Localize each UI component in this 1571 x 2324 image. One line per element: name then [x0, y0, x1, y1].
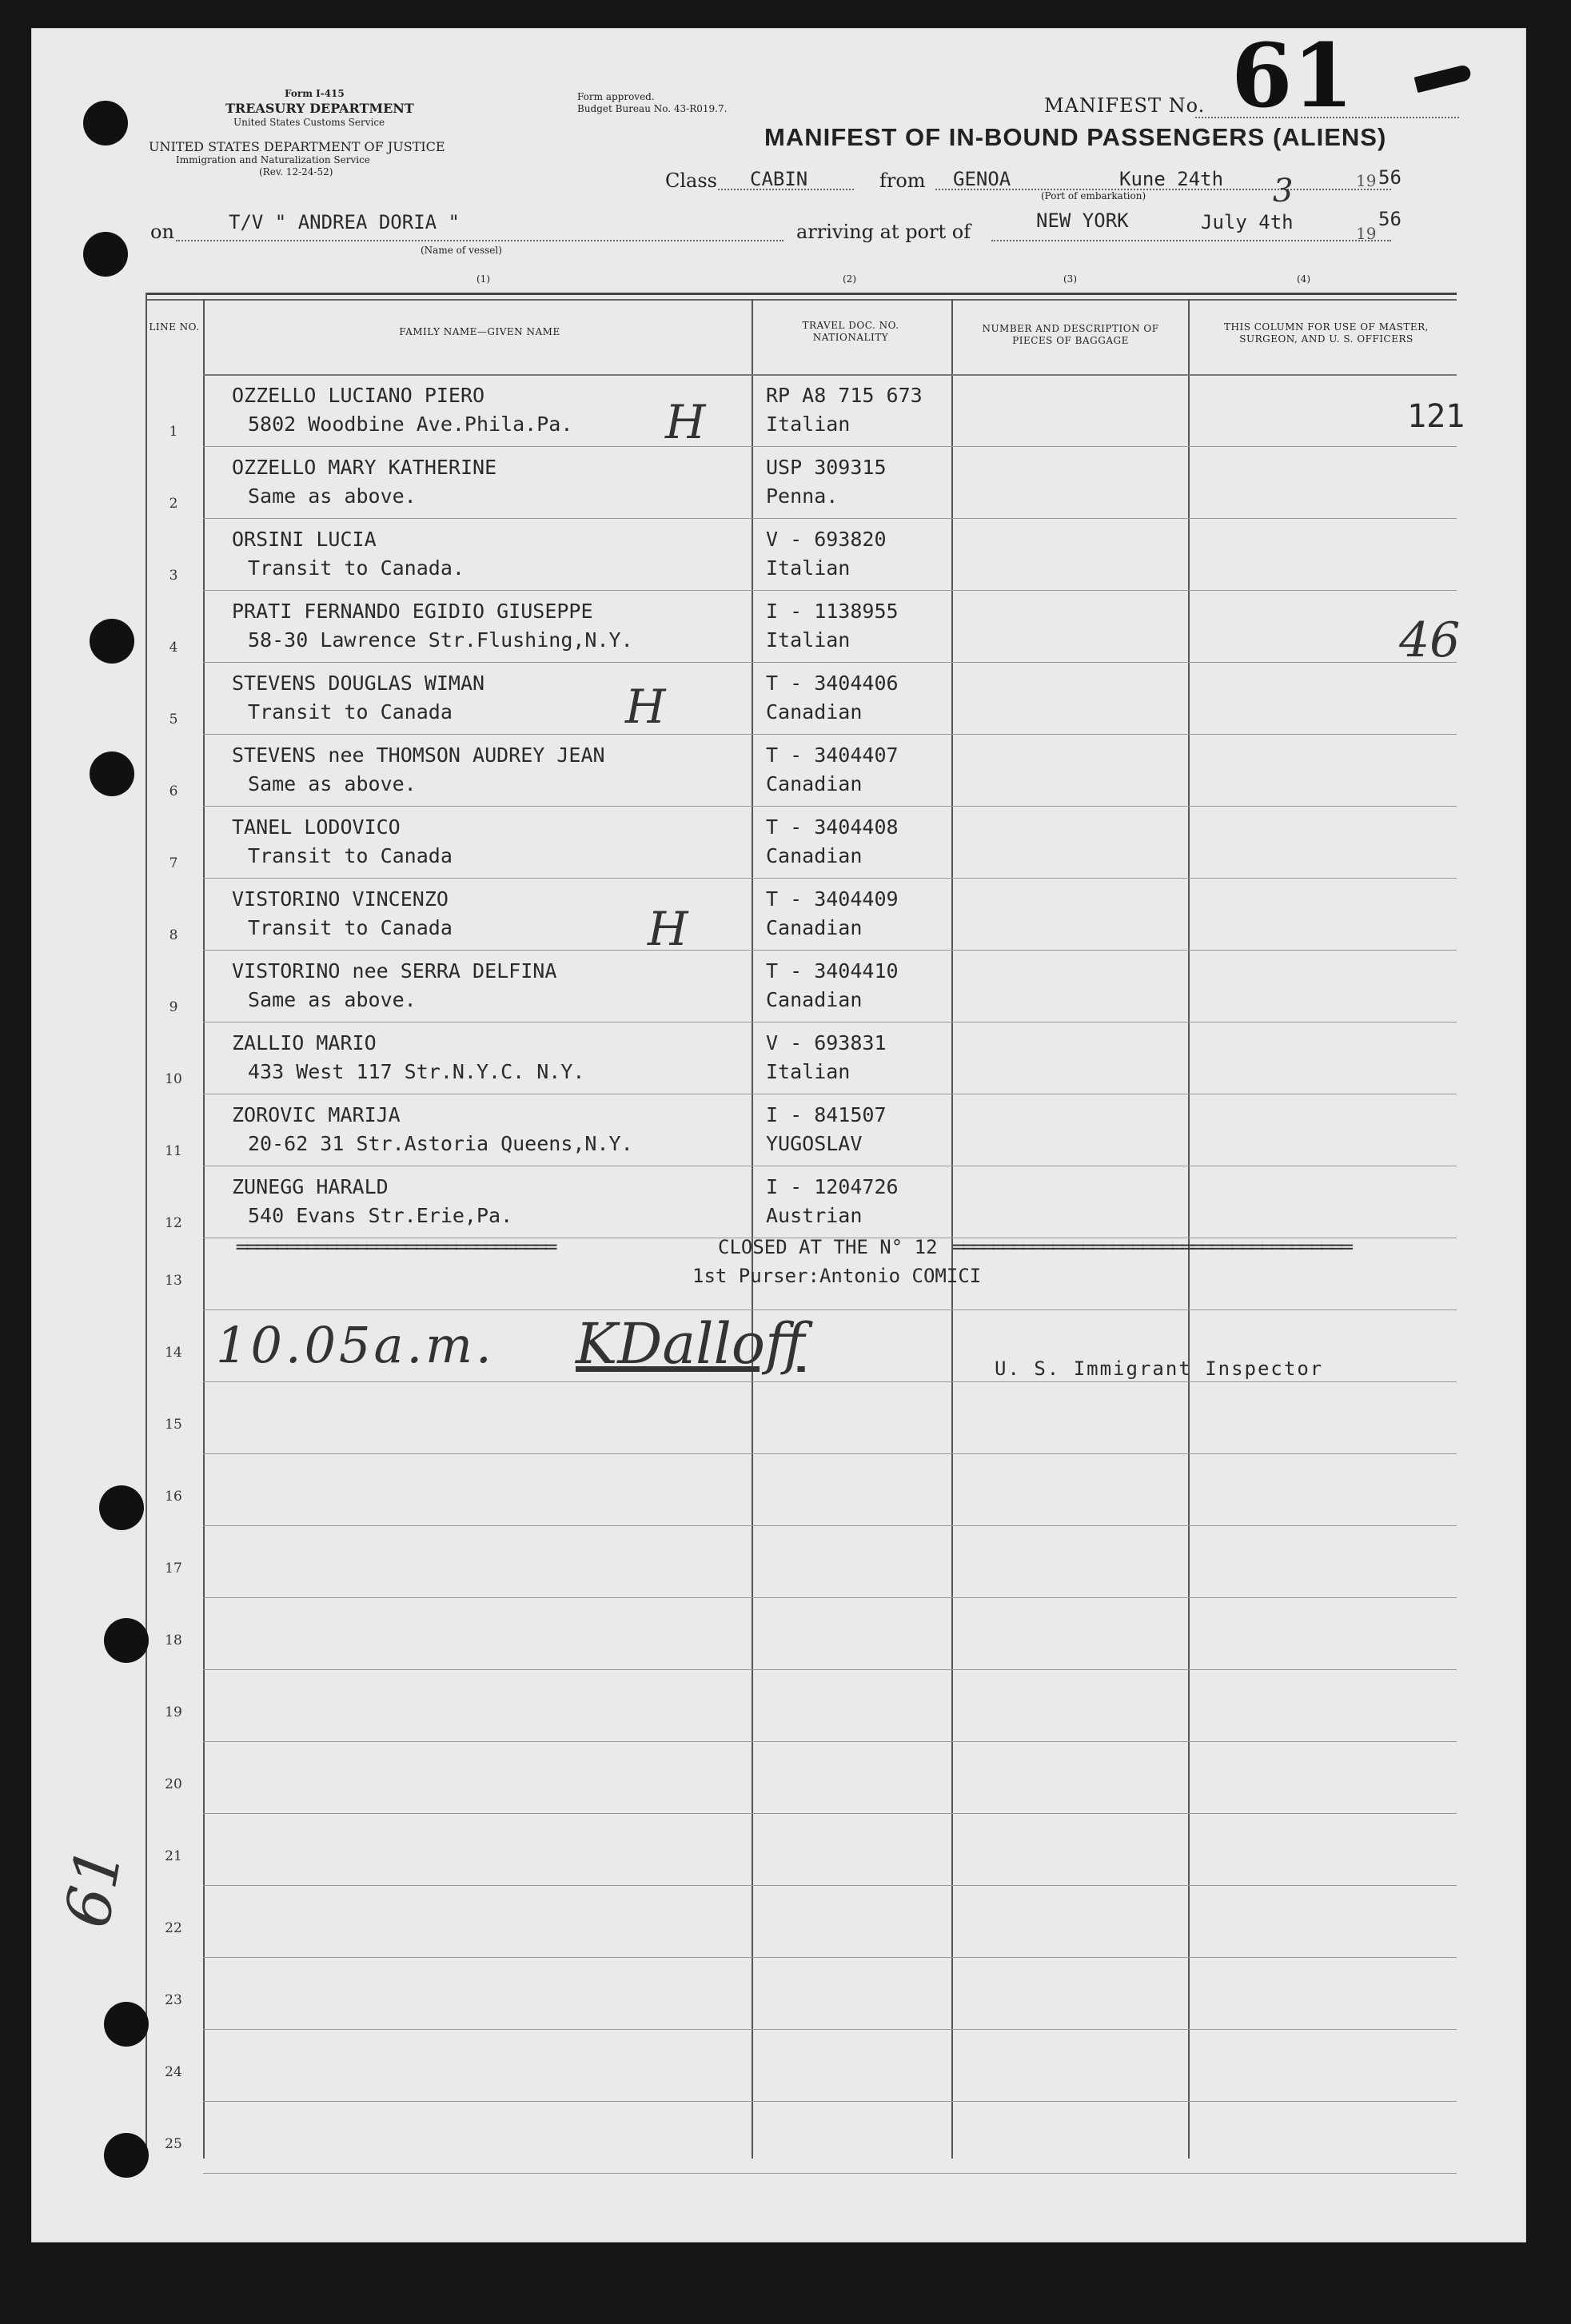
- class-label: Class: [665, 169, 717, 192]
- passenger-name: ZALLIO MARIO: [232, 1031, 377, 1054]
- manifest-label: MANIFEST No.: [1044, 94, 1206, 117]
- inspector-signature: KDalloff: [576, 1311, 805, 1377]
- arrival-port: NEW YORK: [1036, 209, 1129, 232]
- line-number: 14: [165, 1345, 182, 1361]
- vessel-name: T/V " ANDREA DORIA ": [229, 211, 460, 233]
- row-separator: [203, 2029, 1457, 2030]
- row-separator: [203, 1741, 1457, 1742]
- line-number: 6: [169, 783, 178, 799]
- line-number: 22: [165, 1920, 182, 1936]
- punch-hole: [99, 1485, 144, 1530]
- depart-year-prefix: 19: [1356, 171, 1377, 190]
- nationality: Austrian: [766, 1204, 863, 1227]
- table-top-border: [146, 293, 1457, 295]
- nationality: Italian: [766, 413, 851, 436]
- budget-bureau: Budget Bureau No. 43-R019.7.: [577, 103, 728, 114]
- punch-hole: [104, 2133, 149, 2178]
- arrival-date: July 4th: [1201, 211, 1294, 233]
- passenger-address: Same as above.: [248, 988, 417, 1011]
- row-separator: [203, 878, 1457, 879]
- on-label: on: [150, 221, 174, 243]
- form-approved: Form approved.: [577, 91, 655, 102]
- row-separator: [203, 1453, 1457, 1454]
- row-separator: [203, 1597, 1457, 1598]
- passenger-address: Transit to Canada: [248, 700, 453, 724]
- vessel-line: [176, 240, 784, 241]
- punch-hole: [83, 232, 128, 277]
- travel-doc-number: USP 309315: [766, 456, 887, 479]
- handwritten-time: 10.05a.m.: [216, 1316, 495, 1374]
- col-header-baggage: NUMBER AND DESCRIPTION OF PIECES OF BAGGAGE: [982, 323, 1159, 346]
- officer-count-46: 46: [1399, 612, 1461, 668]
- col-header-travel-doc: TRAVEL DOC. NO. NATIONALITY: [802, 320, 899, 343]
- line-number: 21: [165, 1848, 182, 1864]
- nationality: Canadian: [766, 916, 863, 939]
- manifest-page: [32, 24, 1525, 2242]
- passenger-address: Same as above.: [248, 484, 417, 508]
- line-number: 13: [165, 1273, 182, 1289]
- row-separator: [203, 1669, 1457, 1670]
- line-number: 17: [165, 1561, 182, 1577]
- arrival-line: [991, 240, 1391, 241]
- line-number: 19: [165, 1704, 182, 1720]
- row-separator: [203, 1381, 1457, 1382]
- line-number: 20: [165, 1776, 182, 1792]
- punch-hole: [90, 619, 134, 664]
- travel-doc-number: I - 1204726: [766, 1175, 899, 1198]
- line-number: 16: [165, 1489, 182, 1505]
- line-number: 2: [169, 496, 178, 512]
- line-number: 15: [165, 1417, 182, 1433]
- line-number: 3: [169, 568, 178, 584]
- line-number: 1: [169, 424, 178, 440]
- nationality: Canadian: [766, 772, 863, 795]
- col-divider-baggage: [1188, 299, 1190, 2159]
- immigration-service: Immigration and Naturalization Service: [176, 154, 370, 165]
- passenger-name: ZOROVIC MARIJA: [232, 1103, 401, 1126]
- row-separator: [203, 734, 1457, 735]
- arrival-date-correction: 3: [1273, 173, 1294, 209]
- justice-department: UNITED STATES DEPARTMENT OF JUSTICE: [149, 139, 445, 154]
- passenger-name: OZZELLO MARY KATHERINE: [232, 456, 497, 479]
- row-separator: [203, 2173, 1457, 2174]
- departure-date: Kune 24th: [1119, 168, 1224, 190]
- travel-doc-number: I - 1138955: [766, 600, 899, 623]
- travel-doc-number: RP A8 715 673: [766, 384, 923, 407]
- line-number: 12: [165, 1215, 182, 1231]
- nationality: Italian: [766, 628, 851, 652]
- row-separator: [203, 1525, 1457, 1526]
- row-separator: [203, 950, 1457, 951]
- passenger-name: OZZELLO LUCIANO PIERO: [232, 384, 485, 407]
- passenger-name: STEVENS DOUGLAS WIMAN: [232, 672, 485, 695]
- punch-hole: [104, 1618, 149, 1663]
- passenger-name: STEVENS nee THOMSON AUDREY JEAN: [232, 743, 605, 767]
- col-num-3: (3): [1063, 273, 1077, 285]
- row-separator: [203, 662, 1457, 663]
- passenger-address: 433 West 117 Str.N.Y.C. N.Y.: [248, 1060, 585, 1083]
- passenger-address: Same as above.: [248, 772, 417, 795]
- table-top-border-2: [146, 299, 1457, 301]
- passenger-address: 20-62 31 Str.Astoria Queens,N.Y.: [248, 1132, 633, 1155]
- row-separator: [203, 2101, 1457, 2102]
- col-divider-line: [203, 299, 205, 2159]
- nationality: Italian: [766, 556, 851, 580]
- travel-doc-number: T - 3404407: [766, 743, 899, 767]
- col-num-1: (1): [476, 273, 490, 285]
- col-header-name: FAMILY NAME—GIVEN NAME: [399, 326, 560, 337]
- travel-doc-number: V - 693831: [766, 1031, 887, 1054]
- travel-doc-number: T - 3404408: [766, 815, 899, 839]
- passenger-name: ORSINI LUCIA: [232, 528, 377, 551]
- port-embark-note: (Port of embarkation): [1041, 190, 1146, 201]
- row-separator: [203, 1885, 1457, 1886]
- travel-doc-number: V - 693820: [766, 528, 887, 551]
- manifest-number: 61: [1231, 24, 1354, 127]
- passenger-address: Transit to Canada: [248, 844, 453, 867]
- header-bottom-border: [203, 374, 1457, 376]
- inspector-label: U. S. Immigrant Inspector: [995, 1357, 1324, 1380]
- officer-count-121: 121: [1407, 398, 1465, 435]
- from-value: GENOA: [953, 168, 1011, 190]
- revision-date: (Rev. 12-24-52): [259, 166, 333, 177]
- nationality: Canadian: [766, 844, 863, 867]
- customs-service: United States Customs Service: [233, 117, 385, 128]
- passenger-address: Transit to Canada: [248, 916, 453, 939]
- line-number: 7: [169, 855, 178, 871]
- baggage-mark-1: H: [665, 395, 706, 449]
- arrival-year: 56: [1378, 208, 1402, 230]
- line-number: 8: [169, 927, 178, 943]
- line-number: 25: [165, 2136, 182, 2152]
- vessel-note: (Name of vessel): [421, 245, 502, 256]
- col-header-line-no: LINE NO.: [149, 321, 200, 333]
- row-separator: [203, 590, 1457, 591]
- form-number: Form I-415: [285, 88, 345, 99]
- passenger-name: VISTORINO nee SERRA DELFINA: [232, 959, 557, 983]
- punch-hole: [104, 2002, 149, 2047]
- treasury-department: TREASURY DEPARTMENT: [225, 101, 414, 116]
- line-number: 18: [165, 1632, 182, 1648]
- punch-hole: [83, 101, 128, 145]
- line-number: 4: [169, 640, 178, 656]
- travel-doc-number: T - 3404409: [766, 887, 899, 911]
- punch-hole: [90, 751, 134, 796]
- ink-mark: [1414, 64, 1473, 93]
- arrival-year-prefix: 19: [1356, 224, 1377, 243]
- col-num-2: (2): [843, 273, 856, 285]
- passenger-address: 540 Evans Str.Erie,Pa.: [248, 1204, 513, 1227]
- row-separator: [203, 518, 1457, 519]
- depart-year: 56: [1378, 166, 1402, 189]
- line-number: 11: [165, 1143, 182, 1159]
- class-value: CABIN: [750, 168, 808, 190]
- travel-doc-number: I - 841507: [766, 1103, 887, 1126]
- closing-text: CLOSED AT THE N° 12: [718, 1236, 938, 1258]
- nationality: Penna.: [766, 484, 839, 508]
- col-divider-doc: [951, 299, 953, 2159]
- baggage-mark-3: H: [648, 902, 688, 956]
- line-number: 24: [165, 2064, 182, 2080]
- passenger-address: 58-30 Lawrence Str.Flushing,N.Y.: [248, 628, 633, 652]
- table-left-border: [146, 293, 147, 2159]
- row-separator: [203, 806, 1457, 807]
- col-divider-name: [752, 299, 753, 2159]
- col-header-officers: THIS COLUMN FOR USE OF MASTER, SURGEON, AND U. S. OFFICERS: [1224, 321, 1429, 345]
- travel-doc-number: T - 3404406: [766, 672, 899, 695]
- nationality: Canadian: [766, 700, 863, 724]
- travel-doc-number: T - 3404410: [766, 959, 899, 983]
- line-number: 9: [169, 999, 178, 1015]
- passenger-name: VISTORINO VINCENZO: [232, 887, 449, 911]
- manifest-title: MANIFEST OF IN-BOUND PASSENGERS (ALIENS): [764, 123, 1387, 151]
- passenger-address: 5802 Woodbine Ave.Phila.Pa.: [248, 413, 573, 436]
- line-number: 10: [165, 1071, 182, 1087]
- nationality: Canadian: [766, 988, 863, 1011]
- row-separator: [203, 1813, 1457, 1814]
- passenger-address: Transit to Canada.: [248, 556, 465, 580]
- nationality: Italian: [766, 1060, 851, 1083]
- col-num-4: (4): [1297, 273, 1310, 285]
- nationality: YUGOSLAV: [766, 1132, 863, 1155]
- arriving-label: arriving at port of: [796, 221, 971, 243]
- line-number: 23: [165, 1992, 182, 2008]
- line-number: 5: [169, 712, 178, 727]
- row-separator: [203, 1309, 1457, 1310]
- passenger-name: TANEL LODOVICO: [232, 815, 401, 839]
- closing-dashes-left: ════════════════════════════════: [237, 1236, 556, 1258]
- margin-number-61: 61: [51, 1842, 137, 1933]
- from-label: from: [879, 169, 926, 192]
- closing-dashes-right: ════════════════════════════════════════: [953, 1236, 1351, 1258]
- row-separator: [203, 1957, 1457, 1958]
- row-separator: [203, 446, 1457, 447]
- purser-name: 1st Purser:Antonio COMICI: [692, 1265, 982, 1287]
- passenger-name: ZUNEGG HARALD: [232, 1175, 389, 1198]
- baggage-mark-2: H: [625, 680, 666, 734]
- passenger-name: PRATI FERNANDO EGIDIO GIUSEPPE: [232, 600, 593, 623]
